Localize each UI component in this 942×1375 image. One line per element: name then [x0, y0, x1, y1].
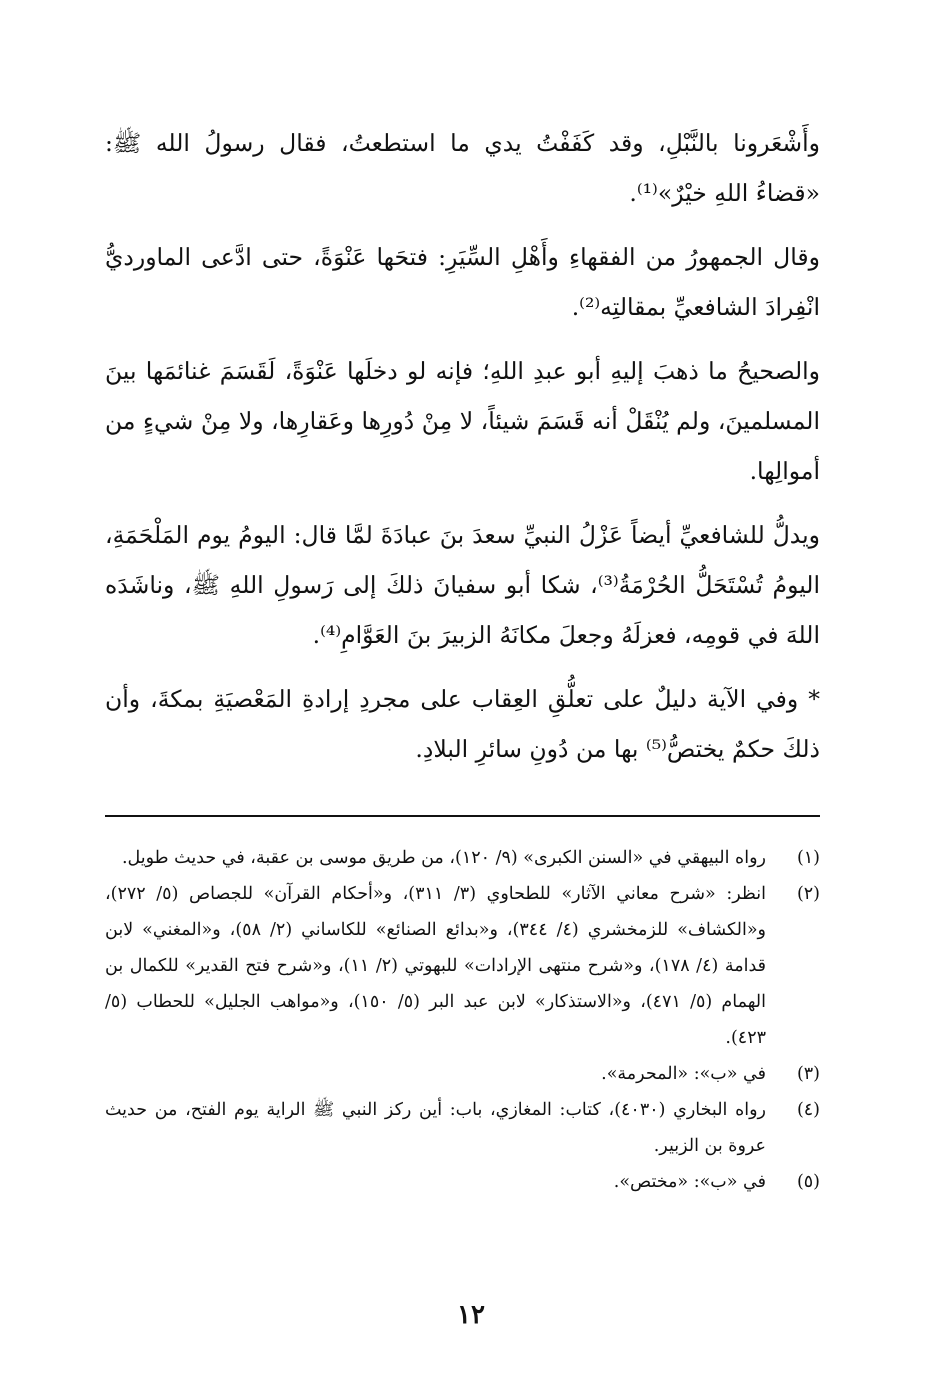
footnote-number: (٢) [796, 884, 820, 904]
footnote-separator [105, 815, 820, 817]
footnote-text: في «ب»: «المحرمة». [601, 1064, 766, 1084]
footnote-number: (٤) [796, 1100, 820, 1120]
footnote-number: (٣) [796, 1064, 820, 1084]
footnote-number: (٥) [796, 1172, 820, 1192]
footnote-text: في «ب»: «مختص». [613, 1172, 766, 1192]
footnotes [105, 840, 820, 1200]
paragraph-5: * وفي الآية دليلٌ على تعلُّقِ العِقاب على مجردِ إرادةِ المَعْصيَةِ بمكةَ، وأن ذلكَ حكمٌ يختصُّ⁽⁵⁾ بها من دُونِ سائرِ البلادِ. [105, 685, 820, 763]
footnote-number: (١) [796, 848, 820, 868]
footnote [105, 1092, 820, 1164]
paragraph-3: والصحيحُ ما ذهبَ إليهِ أبو عبدِ اللهِ؛ فإنه لو دخلَها عَنْوَةً، لَقَسَمَ غنائمَها بينَ المسلمينَ، ولم يُنْقَلْ أنه قَسَمَ شيئاً، لا مِنْ دُورِها وعَقارِها، ولا مِنْ شيءٍ من أموالِها. [105, 357, 820, 485]
footnote [105, 1056, 820, 1092]
paragraph-2: وقال الجمهورُ من الفقهاءِ وأَهْلِ السِّيَرِ: فتحَها عَنْوَةً، حتى ادَّعى الماورديُّ انْفِرادَ الشافعيِّ بمقالتِه⁽²⁾. [105, 243, 820, 321]
footnote [105, 840, 820, 876]
paragraph-1: وأَشْعَرونا بالنَّبْلِ، وقد كَفَفْتُ يدي ما استطعتُ، فقال رسولُ الله ﷺ: «قضاءُ اللهِ خيْرٌ»⁽¹⁾. [105, 129, 820, 207]
page-number: ١٢ [457, 1300, 485, 1330]
footnote [105, 876, 820, 1056]
main-text [105, 118, 820, 788]
footnote-text: رواه البخاري (٤٠٣٠)، كتاب: المغازي، باب: أين ركز النبي ﷺ الراية يوم الفتح، من حديث عروة بن الزبير. [105, 1100, 766, 1156]
footnote-text: انظر: «شرح معاني الآثار» للطحاوي (٣/ ٣١١)، و«أحكام القرآن» للجصاص (٥/ ٢٧٢)، و«الكشاف» للزمخشري (٤/ ٣٤٤)، و«بدائع الصنائع» للكاساني (٢/ ٥٨)، و«المغني» لابن قدامة (٤/ ١٧٨)، و«شرح منتهى الإرادات» للبهوتي (٢/ ١١)، و«شرح فتح القدير» للكمال بن الهمام (٥/ ٤٧١)، و«الاستذكار» لابن عبد البر (٥/ ١٥٠)، و«مواهب الجليل» للحطاب (٥/ ٤٢٣). [105, 884, 767, 1048]
paragraph-4: ويدلُّ للشافعيِّ أيضاً عَزْلُ النبيِّ سعدَ بنَ عبادَةَ لمَّا قال: اليومُ يوم المَلْحَمَةِ، اليومُ تُسْتَحَلُّ الحُرْمَةُ⁽³⁾، شكا أبو سفيانَ ذلكَ إلى رَسولِ اللهِ ﷺ، وناشَدَه اللهَ في قومِه، فعزلَهُ وجعلَ مكانَهُ الزبيرَ بنَ العَوَّامِ⁽⁴⁾. [105, 521, 820, 649]
footnote-text: رواه البيهقي في «السنن الكبرى» (٩/ ١٢٠)، من طريق موسى بن عقبة، في حديث طويل. [121, 848, 766, 868]
footnote [105, 1164, 820, 1200]
